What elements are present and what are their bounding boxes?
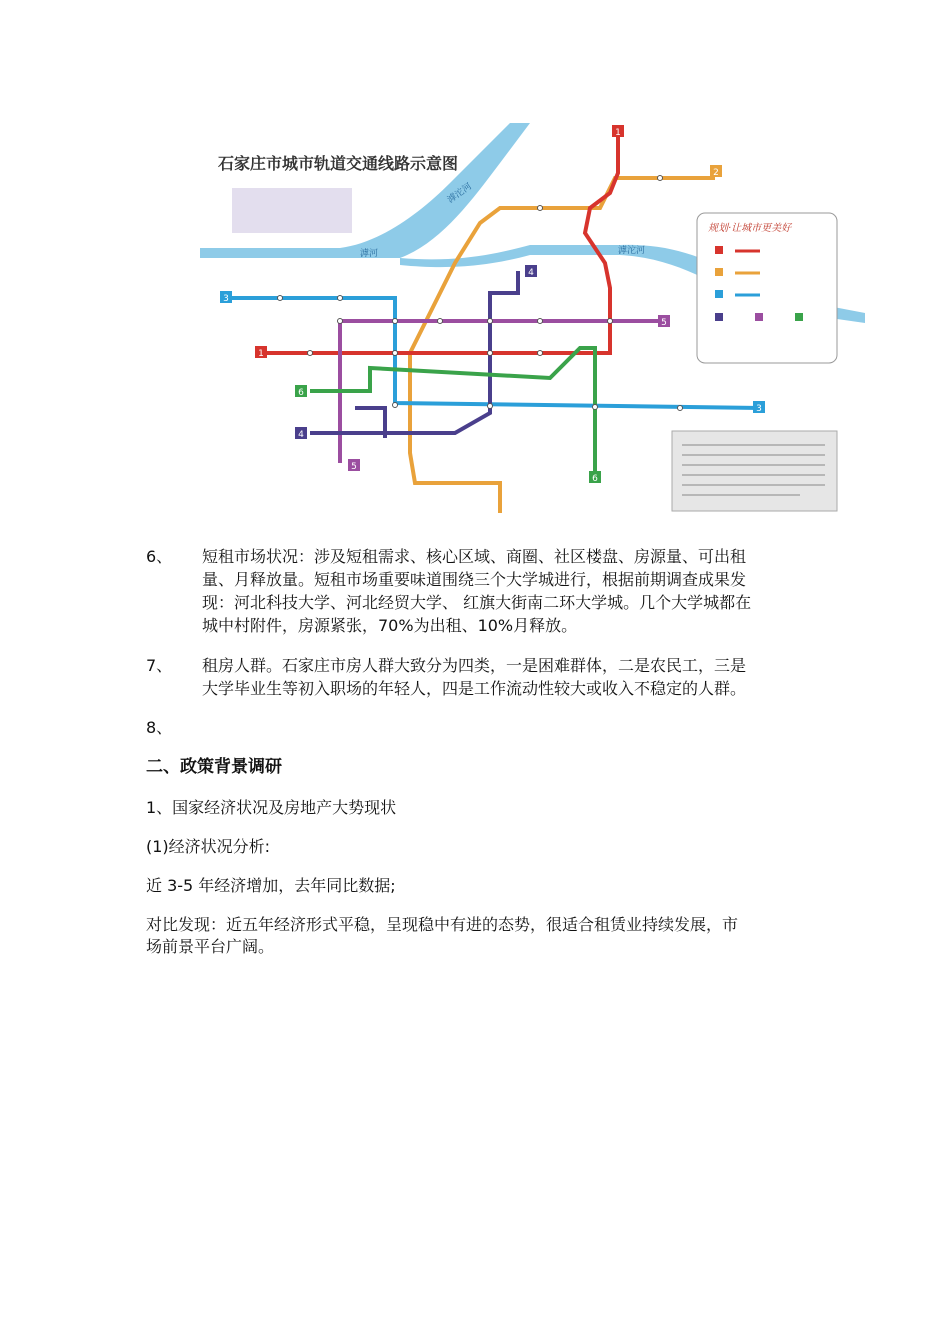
paragraph-2 <box>146 914 826 958</box>
item-6-number: 6、 <box>146 547 173 566</box>
line-6 <box>310 348 595 473</box>
item-7-number: 7、 <box>146 656 173 675</box>
legend-swatch-line-3 <box>715 290 723 298</box>
subsection-1-1: (1)经济状况分析: <box>146 837 271 856</box>
legend-swatch-line-6 <box>795 313 803 321</box>
section-heading: 二、政策背景调研 <box>146 757 282 777</box>
legend-swatch-line-5 <box>755 313 763 321</box>
metro-map-figure <box>200 113 865 515</box>
station <box>658 176 663 181</box>
badge-line-1-north-number: 1 <box>615 128 621 138</box>
paragraph-1: 近 3-5 年经济增加，去年同比数据; <box>146 876 396 895</box>
station <box>338 319 343 324</box>
map-title: 石家庄市城市轨道交通线路示意图 <box>218 154 459 173</box>
station <box>393 351 398 356</box>
river-label-1: 滹沱河 <box>445 181 474 206</box>
station <box>538 206 543 211</box>
subsection-1: 1、国家经济状况及房地产大势现状 <box>146 798 397 817</box>
station <box>488 404 493 409</box>
station <box>308 351 313 356</box>
legend-box <box>697 213 837 363</box>
legend-swatch-line-1 <box>715 246 723 254</box>
item-8-number: 8、 <box>146 718 173 737</box>
station <box>338 296 343 301</box>
station <box>538 351 543 356</box>
badge-line-2-number: 2 <box>713 168 719 178</box>
badge-line-4-north-number: 4 <box>528 268 534 278</box>
station <box>438 319 443 324</box>
station <box>608 319 613 324</box>
badge-line-4-south-number: 4 <box>298 430 304 440</box>
badge-line-5-east-number: 5 <box>661 318 667 328</box>
paragraph-2-line: 对比发现：近五年经济形式平稳，呈现稳中有进的态势，很适合租赁业持续发展，市 <box>146 915 739 934</box>
badge-line-3-number: 3 <box>223 294 229 304</box>
metro-map <box>200 113 865 515</box>
station <box>278 296 283 301</box>
item-6-line: 量、月释放量。短租市场重要味道围绕三个大学城进行，根据前期调查成果发 <box>202 570 747 589</box>
badge-line-3-east-number: 3 <box>756 404 762 414</box>
item-6-line: 城中村附件，房源紧张，70%为出租、10%月释放。 <box>202 616 578 635</box>
item-6-line: 短租市场状况：涉及短租需求、核心区域、商圈、社区楼盘、房源量、可出租 <box>202 547 747 566</box>
info-box <box>672 431 837 511</box>
river-label-2: 滹沱河 <box>618 246 646 256</box>
paragraph-2-line: 场前景平台广阔。 <box>146 937 275 956</box>
station <box>393 403 398 408</box>
legend-swatch-line-4 <box>715 313 723 321</box>
item-7-line: 大学毕业生等初入职场的年轻人，四是工作流动性较大或收入不稳定的人群。 <box>202 679 747 698</box>
line-5 <box>340 321 665 463</box>
river-label-3: 滹河 <box>360 249 379 259</box>
station <box>538 319 543 324</box>
item-7-line: 租房人群。石家庄市房人群大致分为四类，一是困难群体，二是农民工，三是 <box>202 656 747 675</box>
badge-line-6-west-number: 6 <box>298 388 304 398</box>
station <box>488 319 493 324</box>
item-6-body <box>202 545 812 637</box>
badge-line-1-west-number: 1 <box>258 349 264 359</box>
legend-swatch-line-2 <box>715 268 723 276</box>
item-6-line: 现：河北科技大学、河北经贸大学、 红旗大街南二环大学城。几个大学城都在 <box>202 593 752 612</box>
item-7-body <box>202 654 812 700</box>
badge-line-6-south-number: 6 <box>592 474 598 484</box>
station <box>488 351 493 356</box>
station <box>393 319 398 324</box>
line-2 <box>410 178 715 513</box>
blurred-logo <box>232 188 352 233</box>
legend-title: 规划·让城市更美好 <box>708 223 792 234</box>
station <box>593 405 598 410</box>
station <box>678 406 683 411</box>
badge-line-5-south-number: 5 <box>351 462 357 472</box>
